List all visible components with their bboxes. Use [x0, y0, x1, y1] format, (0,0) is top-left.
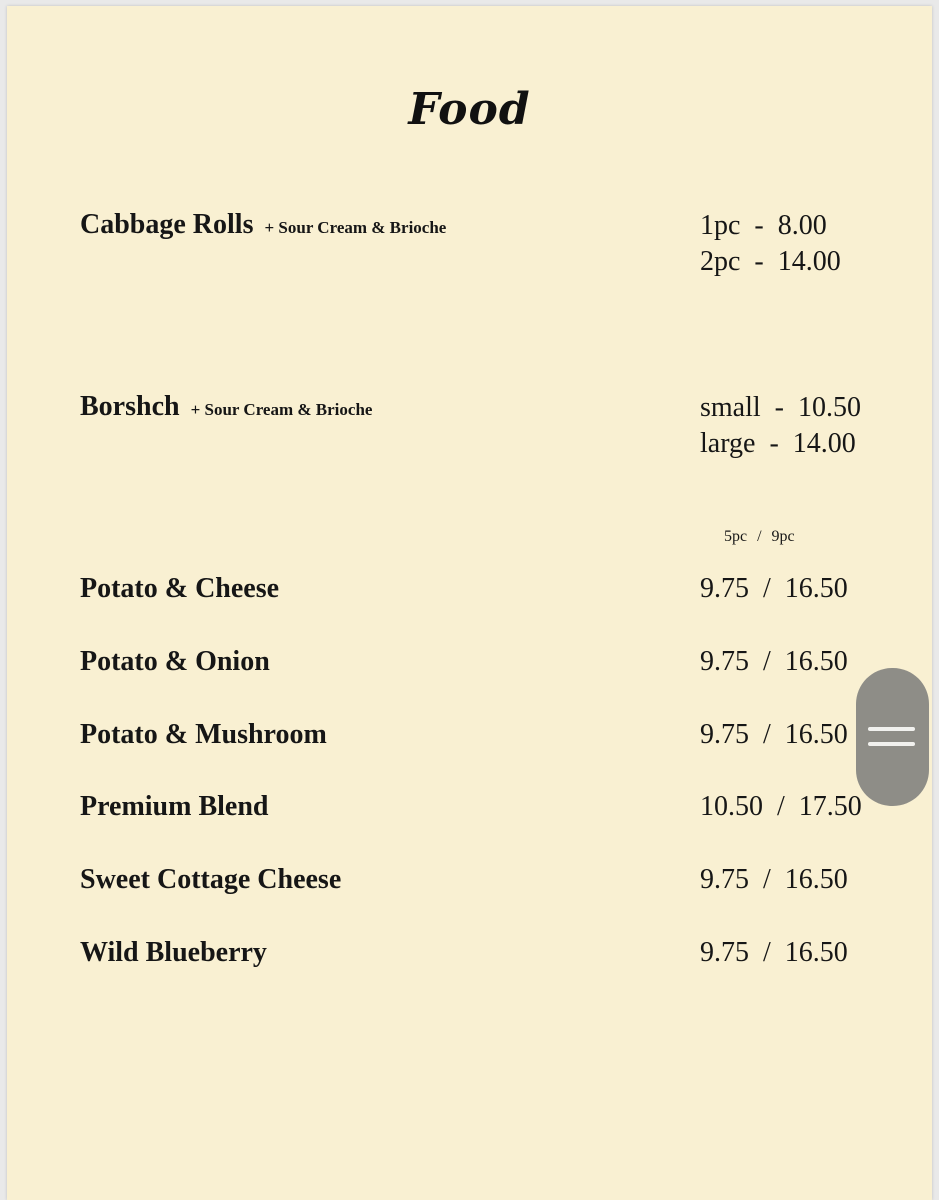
item-name: Borshch — [80, 391, 180, 422]
menu-item: Potato & Onion — [80, 646, 270, 677]
item-price: 9.75 / 16.50 — [700, 937, 848, 968]
item-price: 10.50 / 17.50 — [700, 791, 862, 822]
item-price: 9.75 / 16.50 — [700, 573, 848, 604]
menu-page — [7, 6, 932, 1200]
scroll-handle[interactable] — [856, 668, 929, 806]
menu-item-cabbage-rolls — [80, 209, 446, 241]
item-price: 1pc - 8.00 — [700, 210, 827, 241]
item-name: Cabbage Rolls — [80, 209, 254, 240]
item-price: 2pc - 14.00 — [700, 246, 841, 277]
item-price: small - 10.50 — [700, 392, 861, 423]
menu-item: Wild Blueberry — [80, 937, 267, 968]
item-price: 9.75 / 16.50 — [700, 646, 848, 677]
page-title: Food — [408, 84, 531, 135]
menu-item-borshch — [80, 391, 372, 423]
item-price: large - 14.00 — [700, 428, 856, 459]
menu-item: Potato & Mushroom — [80, 719, 327, 750]
menu-item: Sweet Cottage Cheese — [80, 864, 342, 895]
item-price: 9.75 / 16.50 — [700, 864, 848, 895]
menu-item: Potato & Cheese — [80, 573, 280, 604]
item-addon: + Sour Cream & Brioche — [190, 400, 373, 419]
item-addon: + Sour Cream & Brioche — [264, 218, 447, 237]
price-column-header: 5pc / 9pc — [724, 528, 795, 545]
item-price: 9.75 / 16.50 — [700, 719, 848, 750]
menu-item: Premium Blend — [80, 791, 269, 822]
